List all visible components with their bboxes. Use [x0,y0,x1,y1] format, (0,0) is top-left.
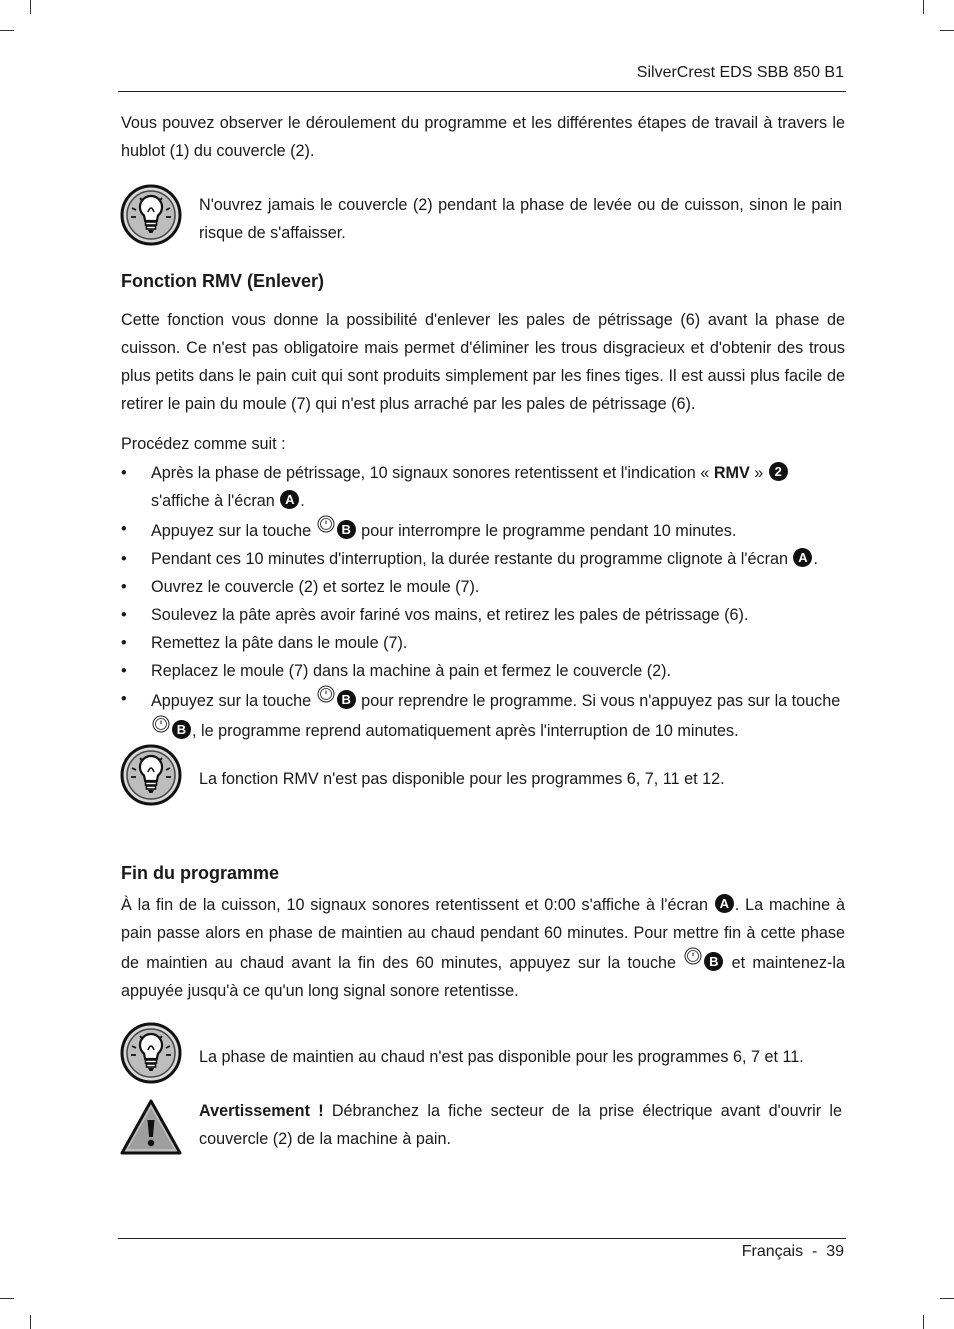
badge-B: B [172,720,191,739]
lightbulb-icon [120,184,182,246]
badge-B: B [337,520,356,539]
procedure-list [121,459,845,745]
lightbulb-icon [120,744,182,806]
header-rule [118,91,846,92]
crop-mark [940,30,954,31]
list-item: • Appuyez sur la touche B pour interrompre le programme pendant 10 minutes. [121,515,845,545]
rmv-paragraph: Cette fonction vous donne la possibilité d'enlever les pales de pétrissage (6) avant la phase de cuisson. Ce n'est pas obligatoire mais permet d'éliminer les trous disgracieux et d'obtenir des trous plus petits dans le pain cuit qui sont produits simplement par les fines tiges. Il est aussi plus facile de retirer le pain du moule (7) qui n'est plus arraché par les pales de pétrissage (6). [121,311,845,413]
tip-note [120,1022,846,1086]
crop-mark [923,1315,924,1329]
crop-mark [0,1298,14,1299]
list-item: • Replacez le moule (7) dans la machine à pain et fermez le couvercle (2). [121,657,845,685]
header-title: SilverCrest EDS SBB 850 B1 [636,64,844,81]
tip-note [120,184,846,248]
tip-note-text: La phase de maintien au chaud n'est pas disponible pour les programmes 6, 7 et 11. [199,1048,804,1066]
badge-A: A [280,490,299,509]
list-item: • Remettez la pâte dans le moule (7). [121,629,845,657]
crop-mark [923,0,924,14]
badge-B: B [704,952,723,971]
crop-mark [0,30,14,31]
start-stop-button-icon [152,715,170,733]
intro-paragraph: Vous pouvez observer le déroulement du programme et les différentes étapes de travail à travers le hublot (1) du couvercle (2). [121,114,845,160]
start-stop-button-icon [317,515,335,533]
tip-note-text: N'ouvrez jamais le couvercle (2) pendant la phase de levée ou de cuisson, sinon le pain risque de s'affaisser. [199,196,842,242]
section-heading-rmv: Fonction RMV (Enlever) [121,271,325,291]
warning-note [120,1096,846,1160]
list-item: • Après la phase de pétrissage, 10 signaux sonores retentissent et l'indication « RMV » 2 s'affiche à l'écran A . [121,459,845,515]
list-item: • Soulevez la pâte après avoir fariné vos mains, et retirez les pales de pétrissage (6). [121,601,845,629]
start-stop-button-icon [317,685,335,703]
badge-A: A [715,894,734,913]
list-item: • Appuyez sur la touche B pour reprendre le programme. Si vous n'appuyez pas sur la touche B , le programme reprend automatiquement après l'interruption de 10 minutes. [121,685,845,745]
footer-rule [118,1238,846,1239]
page-number: Français - 39 [741,1243,844,1260]
rmv-label: RMV [713,464,750,482]
end-paragraph: À la fin de la cuisson, 10 signaux sonores retentissent et 0:00 s'affiche à l'écran A . La machine à pain passe alors en phase de maintien au chaud pendant 60 minutes. Pour mettre fin à cette phase de maintien au chaud avant la fin des 60 minutes, appuyez sur la touche B et maintenez-la appuyée jusqu'à ce qu'un long signal sonore retentisse. [121,896,845,1000]
procedure-intro: Procédez comme suit : [121,435,286,453]
tip-note [120,744,846,808]
badge-2: 2 [769,462,788,481]
badge-A: A [793,548,812,567]
warning-triangle-icon [120,1096,182,1158]
tip-note-text: La fonction RMV n'est pas disponible pour les programmes 6, 7, 11 et 12. [199,770,725,788]
badge-B: B [337,690,356,709]
start-stop-button-icon [684,947,702,965]
warning-label: Avertissement ! [199,1102,324,1120]
warning-text: Avertissement ! Débranchez la fiche secteur de la prise électrique avant d'ouvrir le couvercle (2) de la machine à pain. [199,1102,842,1148]
list-item: • Ouvrez le couvercle (2) et sortez le moule (7). [121,573,845,601]
crop-mark [30,1315,31,1329]
section-heading-end: Fin du programme [121,863,280,883]
crop-mark [940,1298,954,1299]
crop-mark [30,0,31,14]
lightbulb-icon [120,1022,182,1084]
list-item: • Pendant ces 10 minutes d'interruption, la durée restante du programme clignote à l'écran A . [121,545,845,573]
